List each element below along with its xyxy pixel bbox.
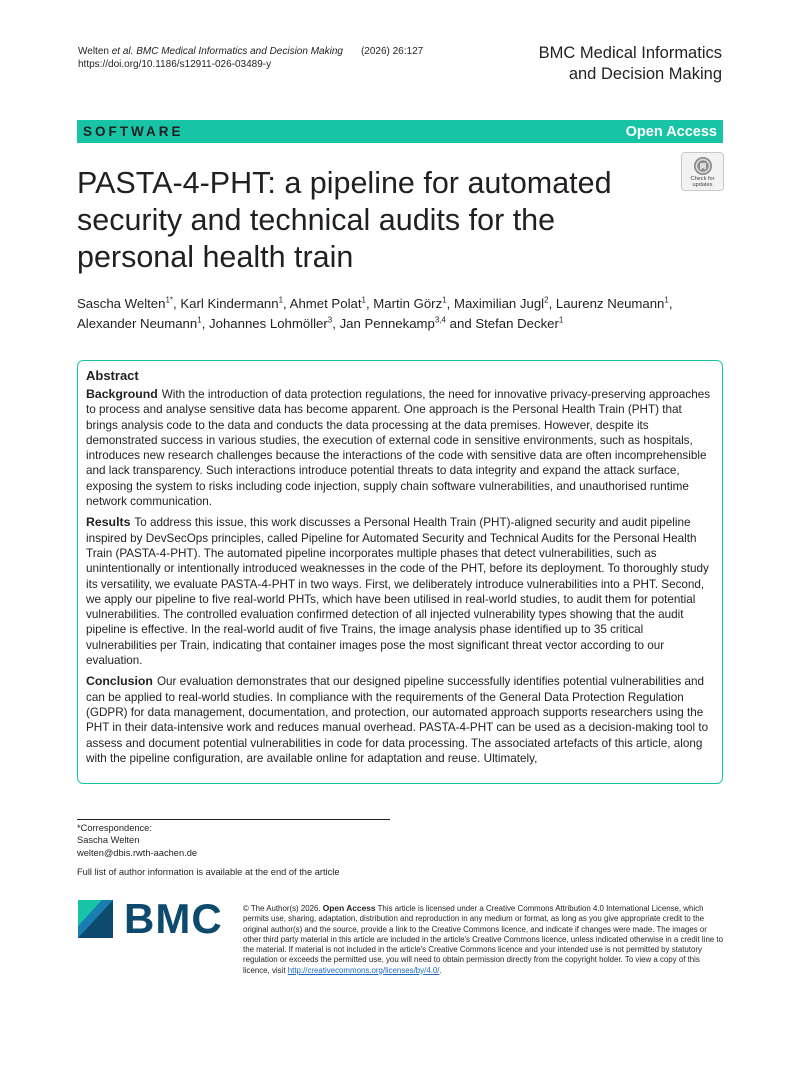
abstract-section-text: To address this issue, this work discusses a Personal Health Train (PHT)-aligned security and audit pipeline inspired by DevSecOps principles, called Pipeline for Automated Security and Technical Audits for the Personal Health Train (PASTA-4-PHT). The automated pipeline incorporates multiple phases that detect vulnerabilities, such as unintentionally or intentionally introduced weaknesses in the code of the PHT, before its deployment. To thoroughly study its versatility, we evaluate PASTA-4-PHT in two ways. First, we deliberately introduce vulnerabilities into a PHT. Second, we apply our pipeline to five real-world PHTs, which have been utilised in real-world studies, to audit them for potential vulnerabilities. The controlled evaluation confirmed detection of all injected vulnerability types showing that the audit pipeline is effective. In the real-world audit of five Trains, the image analysis phase identified up to 35 critical vulnerabilities per Train, indicating that container images pose the most significant threat vector according to our evaluation. xyxy=(86,516,709,668)
license-copyright: © The Author(s) 2026. xyxy=(243,904,323,913)
abstract-heading: Abstract xyxy=(86,368,139,383)
author-affiliation: 1 xyxy=(361,295,366,305)
abstract-box xyxy=(77,360,723,784)
author-affiliation: 1 xyxy=(558,315,564,325)
license-statement xyxy=(243,903,724,976)
license-text: This article is licensed under a Creative Commons Attribution 4.0 International License, which permits use, sharing, adaptation, distribution and reproduction in any medium or format, as long as you give appropriate credit to the original author(s) and the source, provide a link to the Creative Commons licence, and indicate if changes were made. The images or other third party material in this article are included in the article's Creative Commons licence, unless indicated otherwise in a credit line to the material. If material is not included in the article's Creative Commons licence and your intended use is not permitted by statutory regulation or exceeds the permitted use, you will need to obtain permission directly from the copyright holder. To view a copy of this licence, visit xyxy=(243,904,723,975)
author-name: Sascha Welten xyxy=(77,296,166,311)
abstract-section-label: Conclusion xyxy=(86,674,153,689)
author-affiliation: 1 xyxy=(197,315,202,325)
abstract-section-text: Our evaluation demonstrates that our designed pipeline successfully identifies potential vulnerabilities and can be applied to real-world studies. In compliance with the requirements of the General Data Protection Regulation (GDPR) for data management, documentation, and protection, our automated approach supports researchers using the PHT in their data-intensive work and reduces manual overhead. PASTA-4-PHT can be used as a decision-making tool to assess and document potential vulnerabilities in code for data processing. The associated artefacts of this article, along with the pipeline configuration, are available online for adaptation and reuse. Ultimately, xyxy=(86,675,709,765)
author-affiliation: 1 xyxy=(442,295,447,305)
article-type-label: SOFTWARE xyxy=(83,124,184,139)
abstract-background xyxy=(86,387,714,509)
author-name: Ahmet Polat xyxy=(289,296,362,311)
license-link[interactable]: http://creativecommons.org/licenses/by/4.0/ xyxy=(287,965,440,975)
header-year-volume: (2026) 26:127 xyxy=(360,46,424,57)
author-name: Stefan Decker xyxy=(475,316,559,331)
license-open-access: Open Access xyxy=(322,903,376,913)
author-list: Sascha Welten$^{1*}$, Karl Kindermann$^1$, Ahmet Polat$^1$, Martin Görz$^1$, Maximilian Jugl$^2$, Laurenz Neumann$^1$, Alexander Neumann$^1$, Johannes Lohmöller$^3$, Jan Pennekamp$^{3,4}$ and Stefan Decker$^1$ xyxy=(77,295,673,331)
check-updates-text xyxy=(682,176,723,188)
journal-name-line2: and Decision Making xyxy=(568,65,722,83)
correspondence-label: *Correspondence: xyxy=(77,823,152,833)
author-affiliation: 1 xyxy=(278,295,284,305)
correspondence-name: Sascha Welten xyxy=(77,835,140,846)
author-affiliation: 3,4 xyxy=(434,315,446,325)
check-updates-line1: Check for xyxy=(690,176,715,182)
author-affiliation: 1 xyxy=(664,295,669,305)
correspondence-footnote xyxy=(77,822,197,859)
check-updates-line2: updates xyxy=(692,182,713,188)
journal-name-line1: BMC Medical Informatics xyxy=(538,44,722,62)
open-access-label: Open Access xyxy=(625,123,717,140)
bmc-logo-mark-icon xyxy=(78,900,113,938)
header-journal-cite: et al. BMC Medical Informatics and Decision Making xyxy=(111,46,343,57)
header-doi[interactable]: https://doi.org/10.1186/s12911-026-03489-y xyxy=(78,59,272,70)
abstract-conclusion xyxy=(86,674,714,766)
author-info-note: Full list of author information is available at the end of the article xyxy=(77,867,340,877)
author-name: Martin Görz xyxy=(373,296,443,311)
article-type-banner xyxy=(77,120,723,143)
author-affiliation: 1* xyxy=(165,295,174,305)
abstract-section-label: Results xyxy=(86,515,131,530)
bmc-logo xyxy=(78,895,228,942)
author-affiliation: 3 xyxy=(327,315,333,325)
abstract-section-label: Background xyxy=(86,387,158,401)
article-title: PASTA-4-PHT: a pipeline for automated security and technical audits for the personal health train xyxy=(77,166,612,274)
header-citation xyxy=(78,45,423,58)
check-for-updates-badge[interactable] xyxy=(681,152,724,191)
author-name: Laurenz Neumann xyxy=(555,296,665,311)
footnote-divider xyxy=(77,819,390,820)
abstract-section-text: With the introduction of data protection regulations, the need for innovative privacy-preserving approaches to process and analyse sensitive data has become apparent. One approach is the Personal Health Train (PHT) that brings analysis code to the data and conducts the data processing at the data premises. However, despite its demonstrated success in various studies, the execution of external code in sensitive environments, such as hospitals, introduces new research challenges because the interactions of the code with sensitive data are often incomprehensible and lack transparency. Such interactions introduce potential threats to data integrity and expand the attack surface, exposing the system to risks including code injection, supply chain software vulnerabilities, and unauthorised runtime network communication. xyxy=(86,388,711,509)
author-name: Johannes Lohmöller xyxy=(209,316,328,331)
author-name: Maximilian Jugl xyxy=(453,296,545,311)
author-name: Alexander Neumann xyxy=(77,316,198,331)
bmc-wordmark: BMC xyxy=(124,895,223,942)
author-name: Karl Kindermann xyxy=(180,296,279,311)
author-affiliation: 2 xyxy=(544,295,549,305)
author-name: Jan Pennekamp xyxy=(339,316,435,331)
header-authors: Welten xyxy=(78,46,112,57)
abstract-results xyxy=(86,515,714,668)
running-header xyxy=(78,45,423,71)
journal-name xyxy=(539,43,722,85)
check-updates-icon xyxy=(693,156,713,176)
correspondence-email[interactable]: welten@dbis.rwth-aachen.de xyxy=(77,847,198,858)
license-suffix: . xyxy=(439,965,442,975)
